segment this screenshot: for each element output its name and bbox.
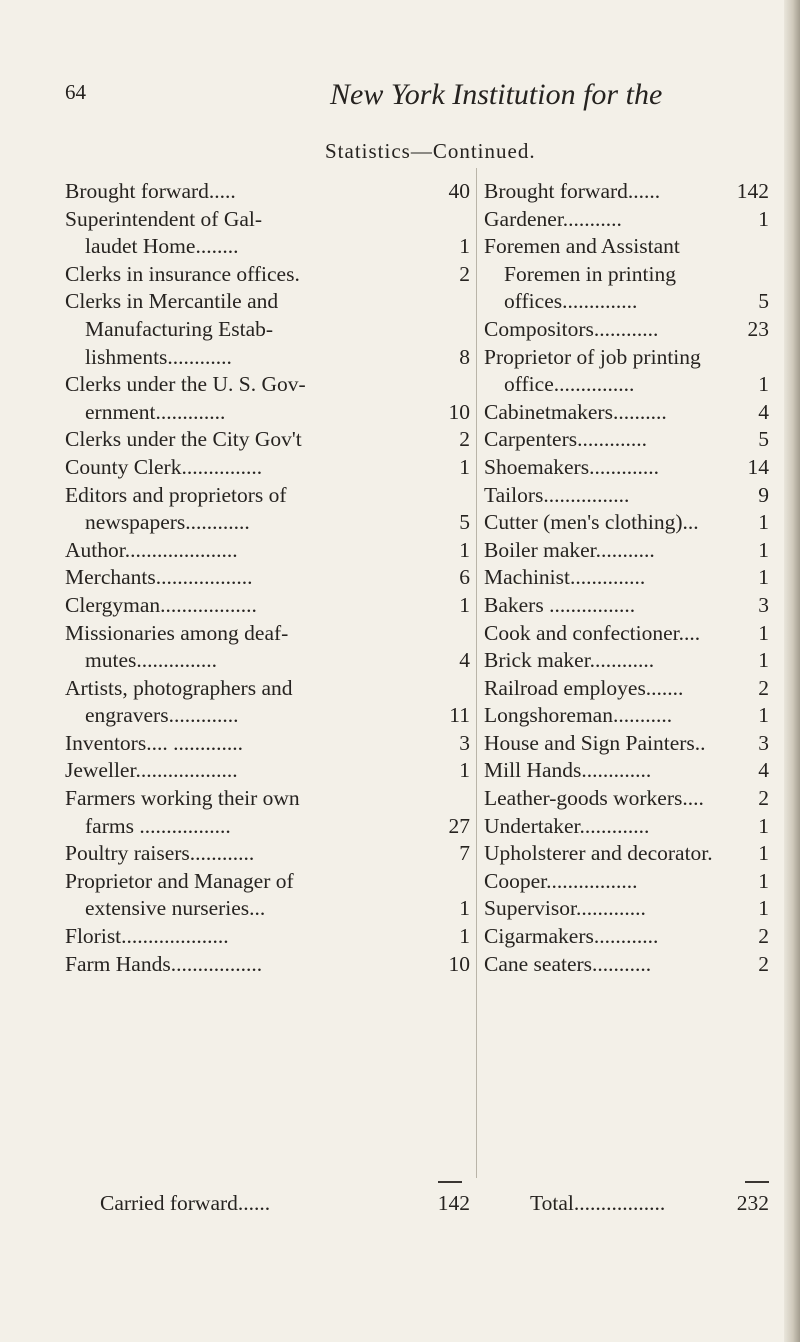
stat-entry (65, 730, 470, 758)
stat-label: Farmers working their own (65, 786, 300, 811)
stat-entry (484, 316, 769, 344)
stat-label: Editors and proprietors of (65, 482, 287, 507)
total-label: Total................. (530, 1191, 666, 1215)
stat-entry (484, 233, 769, 316)
stat-value: 1 (459, 454, 470, 479)
stat-entry (65, 840, 470, 868)
total-line (530, 1191, 769, 1216)
stat-value: 1 (459, 758, 470, 783)
stat-label: newspapers............ (85, 510, 250, 535)
stat-value: 10 (448, 399, 470, 424)
stat-entry (484, 344, 769, 399)
stat-entry (484, 785, 769, 813)
stat-label: Clerks under the City Gov't (65, 427, 302, 452)
stat-label: engravers............. (85, 703, 239, 728)
stat-label: Missionaries among deaf- (65, 620, 289, 645)
stat-label: laudet Home........ (85, 234, 239, 259)
stat-label: Carpenters............. (484, 427, 648, 452)
stat-entry (484, 730, 769, 758)
stat-value: 1 (459, 234, 470, 259)
stat-entry (65, 426, 470, 454)
stat-value: 11 (449, 703, 470, 728)
stat-value: 2 (459, 427, 470, 452)
stat-entry (65, 592, 470, 620)
stat-value: 1 (758, 648, 769, 673)
section-title: Statistics—Continued. (325, 139, 536, 163)
stat-value: 1 (758, 206, 769, 231)
right-statistics-column (484, 178, 769, 978)
stat-value: 40 (448, 179, 470, 203)
stat-entry (65, 868, 470, 923)
stat-entry (65, 261, 470, 289)
stat-entry (65, 288, 470, 371)
stat-value: 1 (758, 620, 769, 645)
stat-label: Bakers ................ (484, 592, 636, 617)
stat-label: extensive nurseries... (85, 896, 266, 921)
column-divider (476, 168, 477, 1178)
stat-value: 1 (758, 510, 769, 535)
stat-label: Tailors................ (484, 482, 630, 507)
carried-forward-line (100, 1191, 470, 1216)
stat-value: 5 (459, 510, 470, 535)
stat-label: Cabinetmakers.......... (484, 399, 667, 424)
stat-entry (484, 537, 769, 565)
stat-entry (65, 564, 470, 592)
stat-label: Upholsterer and decorator. (484, 841, 713, 866)
stat-value: 7 (459, 841, 470, 866)
stat-entry (65, 951, 470, 979)
stat-value: 9 (758, 482, 769, 507)
stat-entry (484, 620, 769, 648)
stat-value: 3 (459, 730, 470, 755)
stat-value: 27 (448, 813, 470, 838)
stat-entry (484, 675, 769, 703)
stat-entry (65, 757, 470, 785)
stat-value: 3 (758, 592, 769, 617)
stat-value: 1 (758, 372, 769, 397)
stat-label: Brick maker............ (484, 648, 655, 673)
stat-value: 1 (459, 896, 470, 921)
stat-label: Clerks in Mercantile and (65, 289, 279, 314)
stat-value: 4 (459, 648, 470, 673)
stat-entry (65, 785, 470, 840)
total-value: 232 (736, 1191, 769, 1215)
stat-entry (484, 564, 769, 592)
stat-entry (484, 813, 769, 841)
stat-value: 1 (459, 592, 470, 617)
stat-value: 2 (459, 261, 470, 286)
page-number: 64 (65, 80, 86, 104)
stat-label: Cigarmakers............ (484, 924, 659, 949)
stat-label: Gardener........... (484, 206, 622, 231)
stat-label: Cooper................. (484, 868, 638, 893)
stat-entry (484, 509, 769, 537)
carried-forward-value: 142 (437, 1191, 470, 1215)
stat-label: Brought forward..... (65, 179, 236, 203)
stat-value: 1 (758, 703, 769, 728)
stat-entry (65, 371, 470, 426)
stat-label: Proprietor of job printing (484, 344, 701, 369)
stat-entry (484, 647, 769, 675)
stat-label: Cook and confectioner.... (484, 620, 701, 645)
carried-forward-label: Carried forward...... (100, 1191, 271, 1215)
stat-entry (484, 206, 769, 234)
stat-label: farms ................. (85, 813, 231, 838)
stat-value: 4 (758, 399, 769, 424)
stat-entry (484, 482, 769, 510)
right-sum-rule (745, 1181, 769, 1183)
stat-label: Artists, photographers and (65, 675, 293, 700)
stat-label: Cutter (men's clothing)... (484, 510, 699, 535)
stat-value: 1 (459, 537, 470, 562)
stat-entry (65, 178, 470, 206)
stat-label: Compositors............ (484, 316, 659, 341)
stat-value: 6 (459, 565, 470, 590)
left-sum-rule (438, 1181, 462, 1183)
stat-label: Proprietor and Manager of (65, 868, 294, 893)
stat-value: 142 (736, 179, 769, 203)
stat-label: Shoemakers............. (484, 454, 659, 479)
stat-value: 5 (758, 427, 769, 452)
stat-entry (65, 537, 470, 565)
stat-label: Leather-goods workers.... (484, 786, 704, 811)
stat-entry (65, 923, 470, 951)
stat-label: Farm Hands................. (65, 951, 263, 976)
stat-entry (484, 592, 769, 620)
stat-value: 1 (758, 841, 769, 866)
stat-label: Author..................... (65, 537, 238, 562)
stat-entry (484, 895, 769, 923)
stat-label: ernment............. (85, 399, 226, 424)
stat-value: 1 (758, 537, 769, 562)
stat-label: office............... (504, 372, 635, 397)
stat-value: 2 (758, 951, 769, 976)
stat-value: 1 (459, 924, 470, 949)
stat-label: Cane seaters........... (484, 951, 652, 976)
stat-label: Railroad employes....... (484, 675, 684, 700)
stat-entry (65, 482, 470, 537)
stat-label: Supervisor............. (484, 896, 646, 921)
stat-label: Superintendent of Gal- (65, 206, 263, 231)
stat-entry (484, 399, 769, 427)
stat-entry (484, 426, 769, 454)
stat-label: House and Sign Painters.. (484, 730, 706, 755)
stat-value: 1 (758, 868, 769, 893)
stat-entry (484, 951, 769, 979)
stat-value: 2 (758, 675, 769, 700)
stat-entry (65, 206, 470, 261)
stat-entry (484, 923, 769, 951)
left-statistics-column (65, 178, 470, 978)
stat-label: Machinist.............. (484, 565, 646, 590)
stat-entry (65, 454, 470, 482)
stat-label: Clerks under the U. S. Gov- (65, 372, 306, 397)
stat-value: 1 (758, 896, 769, 921)
stat-label: Foremen and Assistant (484, 234, 680, 259)
stat-entry (484, 702, 769, 730)
stat-entry (484, 840, 769, 868)
stat-value: 14 (747, 454, 769, 479)
stat-label: mutes............... (85, 648, 217, 673)
stat-value: 2 (758, 924, 769, 949)
stat-label: Jeweller................... (65, 758, 238, 783)
stat-entry (484, 757, 769, 785)
stat-label: Clergyman.................. (65, 592, 257, 617)
stat-entry (65, 675, 470, 730)
stat-value: 10 (448, 951, 470, 976)
stat-label: Clerks in insurance offices. (65, 261, 300, 286)
stat-label: Boiler maker........... (484, 537, 655, 562)
stat-label: Mill Hands............. (484, 758, 652, 783)
stat-label: Florist.................... (65, 924, 229, 949)
stat-value: 2 (758, 786, 769, 811)
stat-entry (484, 454, 769, 482)
stat-value: 4 (758, 758, 769, 783)
stat-value: 1 (758, 813, 769, 838)
page-edge (784, 0, 800, 1342)
stat-label: County Clerk............... (65, 454, 263, 479)
stat-value: 23 (747, 316, 769, 341)
stat-value: 1 (758, 565, 769, 590)
stat-entry (65, 620, 470, 675)
stat-value: 5 (758, 289, 769, 314)
stat-entry (484, 178, 769, 206)
stat-label: offices.............. (504, 289, 638, 314)
stat-label: Brought forward...... (484, 179, 661, 203)
stat-value: 8 (459, 344, 470, 369)
stat-label: Longshoreman........... (484, 703, 673, 728)
stat-label: Inventors.... ............. (65, 730, 243, 755)
stat-value: 3 (758, 730, 769, 755)
stat-label: Undertaker............. (484, 813, 650, 838)
running-head: New York Institution for the (330, 78, 663, 111)
stat-label: Merchants.................. (65, 565, 253, 590)
stat-label: Foremen in printing (504, 261, 676, 286)
stat-label: Poultry raisers............ (65, 841, 255, 866)
stat-label: Manufacturing Estab- (85, 316, 274, 341)
stat-entry (484, 868, 769, 896)
stat-label: lishments............ (85, 344, 232, 369)
